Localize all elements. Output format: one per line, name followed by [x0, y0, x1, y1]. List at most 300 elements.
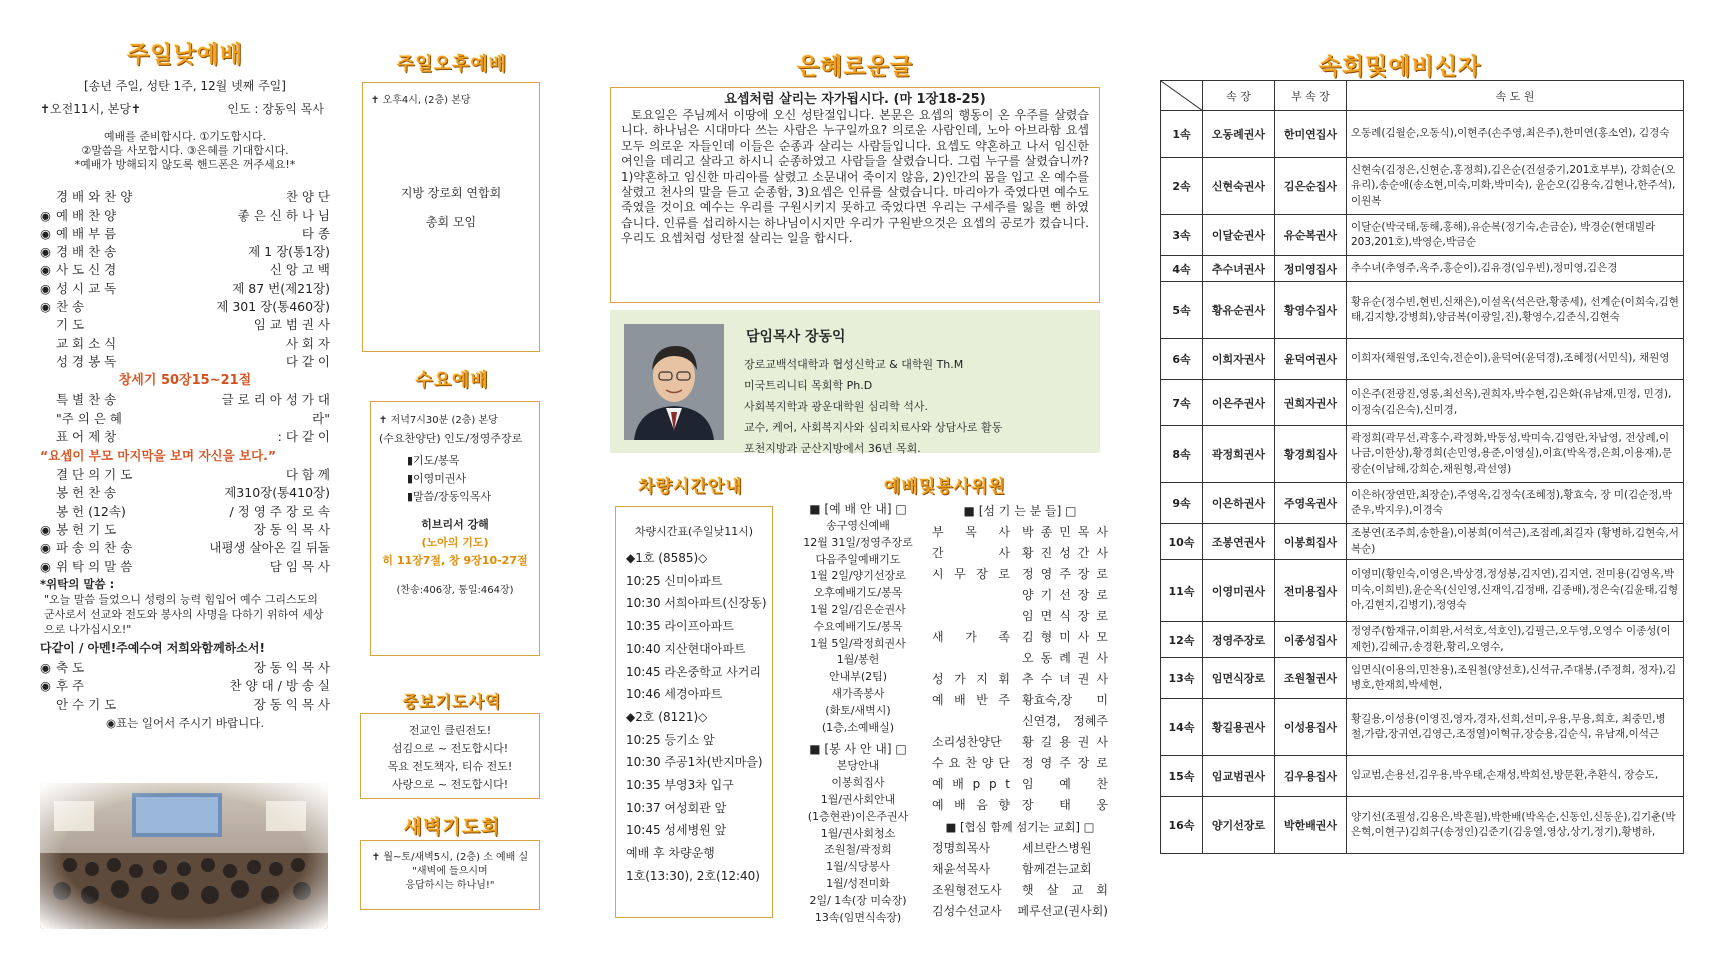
cell-leader: 이달순권사: [1203, 215, 1275, 256]
order-item-value: 장 동 익 목 사: [253, 522, 330, 538]
cell-leader: 신현숙권사: [1203, 158, 1275, 215]
cell-number: 14속: [1161, 699, 1203, 756]
servant-row-role: 수 요 찬 양 단: [932, 756, 1010, 770]
order-item-label: 성 경 봉 독: [56, 353, 117, 369]
bus-schedule-header: 차량시간표(주일낮11시): [634, 525, 754, 538]
order-item-value: : 다 같 이: [277, 428, 330, 444]
servant-row-person: 임 면 식 장 로: [1022, 609, 1108, 623]
mission-row-role: 김성수선교사: [932, 904, 1002, 918]
order-item: [40, 466, 330, 484]
amen-line: 다같이 / 아멘!주예수여 저희와함께하소서!: [40, 640, 265, 655]
standing-mark: [40, 391, 56, 409]
servant-row-role: 예 배 음 향: [932, 798, 1010, 812]
commission-label: *위탁의 말씀 :: [40, 576, 115, 591]
servant-row: [932, 690, 1108, 711]
servant-row: [932, 585, 1108, 606]
order-item-value: 담 임 목 사: [269, 558, 330, 574]
table-row: [1161, 797, 1684, 854]
order-item: [40, 188, 330, 206]
standing-mark: ◉: [40, 558, 51, 574]
cell-leader: 황유순권사: [1203, 282, 1275, 339]
missions-list: [932, 838, 1108, 922]
bus-stop-line: ◆2호 (8121)◇: [626, 709, 708, 724]
cell-members: 곽정희(곽무선,곽홍수,곽정화,박동성,박미숙,김영란,차남영, 전상례,이나금,이한상),황경희(손민영,용준,이영실),이효(박옥경,은희,이용재),문광순(이남해,강희순,채원형,곽선영): [1347, 426, 1684, 483]
cell-members: 황길용,이성용(이영진,영자,경자,선희,선미,우용,무용,희호, 최중민,병철,가람,장귀연,김영근,조정열)이혁규,장승용,김순식, 유남재,이석근: [1347, 699, 1684, 756]
sunday-service-column: [40, 36, 330, 732]
afternoon-service-time: ✝ 오후4시, (2층) 본당: [371, 95, 471, 106]
table-row: [1161, 756, 1684, 797]
servant-row-person: 추 수 녀 권 사: [1022, 672, 1108, 686]
cell-number: 6속: [1161, 339, 1203, 380]
cell-number: 12속: [1161, 622, 1203, 658]
service-time: ✝오전11시, 본당✝: [40, 102, 141, 116]
worship-guide-line: (1층,소예배실): [821, 720, 895, 734]
standing-mark: ◉: [40, 299, 51, 315]
order-item: [40, 539, 330, 557]
cell-number: 3속: [1161, 215, 1203, 256]
order-item-value: / 정 영 주 장 로 속: [229, 503, 330, 519]
servant-row-role: 예 배 p p t: [932, 777, 1010, 791]
servant-row: [932, 648, 1108, 669]
servant-row-person: 황효숙,장 미: [1022, 693, 1108, 707]
cell-leader: 정영주장로: [1203, 622, 1275, 658]
order-item-label: 파 송 의 찬 송: [56, 540, 133, 556]
order-item: [40, 521, 330, 539]
order-item: [40, 225, 330, 243]
servant-row: [932, 543, 1108, 564]
table-row: [1161, 282, 1684, 339]
worship-guide-header: ■ [예 배 안 내] □: [809, 502, 907, 516]
cell-number: 13속: [1161, 658, 1203, 699]
standing-mark: ◉: [40, 244, 51, 260]
table-row: [1161, 111, 1684, 158]
servant-row: [932, 711, 1108, 732]
table-row: [1161, 158, 1684, 215]
servant-row-role: [932, 711, 1022, 732]
servant-row: [932, 795, 1108, 816]
standing-mark: [40, 484, 56, 502]
table-row: [1161, 380, 1684, 426]
order-item-label: 축 도: [56, 659, 85, 675]
standing-mark: ◉: [40, 280, 51, 296]
servant-row-role: 소리성찬양단: [932, 735, 1002, 749]
servant-row-person: 오 동 례 권 사: [1022, 651, 1108, 665]
cell-leader: 이영미권사: [1203, 560, 1275, 622]
standing-mark: [40, 466, 56, 484]
mission-row: [932, 880, 1108, 901]
service-guide-line: 1월/식당봉사: [826, 860, 890, 874]
grace-writing-box: [610, 87, 1100, 303]
cell-number: 2속: [1161, 158, 1203, 215]
standing-mark: [40, 316, 56, 334]
servant-row-role: 새 가 족: [932, 630, 1010, 644]
servant-row-role: 간 사: [932, 546, 1010, 560]
order-item-value: 장 동 익 목 사: [253, 696, 330, 712]
servants-column: [932, 500, 1108, 922]
cell-subleader: 박한배권사: [1275, 797, 1347, 854]
worship-guide-line: 1월 2일/김은순권사: [810, 602, 906, 616]
mission-row-role: 조원형전도사: [932, 883, 1002, 897]
order-item: [40, 391, 330, 409]
mission-row-person: 함께걷는교회: [1022, 862, 1092, 876]
cell-subleader: 한미연집사: [1275, 111, 1347, 158]
cell-subleader: 권희자권사: [1275, 380, 1347, 426]
cell-subleader: 이봉희집사: [1275, 524, 1347, 560]
wednesday-service-box: [370, 401, 540, 656]
service-guide-line: 13속(임면식속장): [814, 910, 902, 924]
order-item-label: 봉 헌 기 도: [56, 522, 117, 538]
cell-members: 이은주(전광진,영롱,최선옥),권희자,박수현,김은화(유남재,민정, 민경),이정숙(김은숙),신미경,: [1347, 380, 1684, 426]
cell-number: 8속: [1161, 426, 1203, 483]
servant-row: [932, 774, 1108, 795]
cell-leader: 오동례권사: [1203, 111, 1275, 158]
service-subtitle: [송년 주일, 성탄 1주, 12월 넷째 주일]: [84, 79, 286, 93]
table-row: [1161, 339, 1684, 380]
credential-line: 사회복지학과 광운대학원 심리학 석사.: [744, 400, 929, 413]
table-row: [1161, 256, 1684, 282]
intercession-line: 목요 전도책자, 티슈 전도!: [387, 760, 513, 773]
wednesday-sermon-title: 히브리서 강해: [421, 518, 489, 531]
order-item-value: 제 301 장(통460장): [216, 299, 330, 315]
table-row: [1161, 658, 1684, 699]
credential-line: 미국트리니티 목회학 Ph.D: [744, 379, 873, 392]
standing-mark: [40, 696, 56, 714]
table-row: [1161, 524, 1684, 560]
servant-row-person: 정 영 주 장 로: [1022, 756, 1108, 770]
order-item-label: 찬 송: [56, 299, 85, 315]
cell-group-table: [1160, 80, 1684, 854]
order-item-label: 안 수 기 도: [56, 696, 117, 712]
order-item-value: 제310장(통410장): [224, 485, 330, 501]
worship-guide-line: 수요예배기도/봉목: [813, 619, 903, 633]
table-row: [1161, 699, 1684, 756]
table-header-row: [1161, 81, 1684, 111]
worship-guide-line: 1월/봉헌: [836, 653, 880, 667]
order-item-value: 타 종: [301, 225, 330, 241]
worship-guide-line: 1월 2일/양기선장로: [810, 569, 906, 583]
service-guide-line: 1월/성전미화: [826, 876, 890, 890]
bus-stop-line: 1호(13:30), 2호(12:40): [626, 868, 760, 883]
cell-members: 조봉연(조주희,송한율),이봉희(이석근),조점례,최길자 (황병하,김현숙,서복순): [1347, 524, 1684, 560]
bus-schedule-box: [615, 506, 773, 918]
cell-subleader: 주영옥권사: [1275, 483, 1347, 524]
servant-row-role: [932, 648, 1022, 669]
dawn-line-1: ✝ 월~토/새벽5시, (2층) 소 예배 실: [371, 852, 529, 863]
servants-list: [932, 522, 1108, 816]
cell-members: 신현숙(김정은,신현순,홍정희),김은순(건설중기,201호부부), 강희순(오유리),송순애(송소현,미숙,미화,박미숙), 윤순오(김용숙,김현나,한주석),이원복: [1347, 158, 1684, 215]
dawn-line-2: "새벽에 들으시며: [412, 866, 488, 877]
service-guide-line: (1층현관)이은주권사: [807, 809, 909, 823]
bus-stop-line: 10:37 여성회관 앞: [626, 800, 727, 815]
order-item: [40, 207, 330, 225]
cell-leader: 이희자권사: [1203, 339, 1275, 380]
afternoon-service-box: [362, 82, 540, 352]
cell-number: 4속: [1161, 256, 1203, 282]
servant-row-person: 양 기 선 장 로: [1022, 588, 1108, 602]
grace-body: 토요일은 주님께서 이땅에 오신 성탄절입니다. 본문은 요셉의 행동이 온 우주를 살렸습니다. 하나님은 시대마다 쓰는 사람은 누구일까요? 의로운 사람인데, 노아 아브라함 요셉 모두 의로운 자들인데 이들은 순종과 살리는 사람들입니다. 요셉도 약혼하고 나서 임신한 여인을 데리고 살라고 하시니 순종하였고 사람들을 살렸습니다. 그럼 누구를 살렸습니까? 1)약혼하고 임신한 마리아를 살렸고 소문내어 죽이지 않음, 2)인간의 몸을 입고 온 예수를 살렸고 천사의 말을 듣고 순종함, 3)요셉은 인류를 살렸습니다. 마리아가 죽였다면 예수도 죽였을 것이요 예수는 우리를 구원시키지 못하고 죽었다면 우리는 구세주를 잃을 뻔 하였습니다. 인류를 섭리하시는 하나님이시지만 우리가 구원받으것은 요셉의 공로가 컸습니다. 우리도 요셉처럼 성탄절 살리는 일을 합시다.: [621, 108, 1089, 246]
servant-row-role: 부 목 사: [932, 525, 1010, 539]
worship-guide-line: 송구영신예배: [826, 519, 890, 532]
order-item: [40, 696, 330, 714]
standing-mark: ◉: [40, 522, 51, 538]
order-item-value: 다 함 께: [285, 467, 330, 483]
standing-note: ◉표는 일어서 주시기 바랍니다.: [106, 715, 264, 730]
cell-number: 11속: [1161, 560, 1203, 622]
table-row: [1161, 622, 1684, 658]
order-item-value: 다 같 이: [285, 353, 330, 369]
worship-order-list: [40, 188, 330, 371]
mission-row: [932, 859, 1108, 880]
pastor-photo: [624, 324, 724, 440]
header-members: 속 도 원: [1347, 81, 1684, 111]
cell-leader: 임면식장로: [1203, 658, 1275, 699]
pastor-photo-illustration: [624, 324, 724, 440]
order-item: [40, 558, 330, 576]
cell-subleader: 윤덕여권사: [1275, 339, 1347, 380]
wednesday-item: ▮기도/봉목: [407, 454, 460, 467]
service-guide-line: 1월/권사회청소: [820, 826, 896, 840]
order-item-label: 성 시 교 독: [56, 280, 117, 296]
order-item: [40, 503, 330, 521]
cell-subleader: 유순복권사: [1275, 215, 1347, 256]
cell-subleader: 전미용집사: [1275, 560, 1347, 622]
worship-order-list-2: [40, 391, 330, 446]
order-item-label: 특 별 찬 송: [56, 392, 117, 408]
cell-number: 16속: [1161, 797, 1203, 854]
header-subleader: 부 속 장: [1275, 81, 1347, 111]
wednesday-item: ▮말씀/장동익목사: [407, 490, 492, 503]
wednesday-items: [379, 452, 531, 506]
servant-row: [932, 753, 1108, 774]
service-guide-line: 조원철/곽정희: [824, 843, 892, 857]
servant-row-role: 예 배 반 주: [932, 693, 1010, 707]
order-item: [40, 659, 330, 677]
cell-number: 1속: [1161, 111, 1203, 158]
cell-subleader: 이성용집사: [1275, 699, 1347, 756]
bus-schedule-list: [620, 547, 768, 888]
prep-line-1: 예배를 준비합시다. ①기도합시다.: [104, 130, 266, 144]
standing-mark: [40, 353, 56, 371]
prep-notes: [40, 130, 330, 172]
bus-stop-line: ◆1호 (8585)◇: [626, 551, 708, 565]
prep-line-3: *예배가 방해되지 않도록 핸드폰은 꺼주세요!*: [74, 158, 296, 172]
order-item-label: 경 배 찬 송: [56, 244, 117, 260]
mission-row-role: 채윤석목사: [932, 862, 990, 876]
service-time-row: [40, 100, 330, 118]
worship-guide-line: 오후예배기도/봉목: [813, 586, 903, 600]
order-item-value: 내평생 살아온 길 뒤돌: [209, 540, 330, 556]
dawn-prayer-box: [360, 840, 540, 910]
order-item-label: 사 도 신 경: [56, 262, 117, 278]
cell-number: 7속: [1161, 380, 1203, 426]
pastor-profile: [610, 310, 1100, 453]
order-item: [40, 261, 330, 279]
church-congregation-photo: [40, 783, 328, 929]
wednesday-reference: 히 11장7절, 창 9장10-27절: [382, 554, 528, 567]
bus-stop-line: 10:35 라이프아파트: [626, 619, 734, 634]
cell-members: 추수녀(추영주,옥주,홍순이),김유경(임우빈),정미영,김은경: [1347, 256, 1684, 282]
table-row: [1161, 560, 1684, 622]
table-row: [1161, 215, 1684, 256]
standing-mark: [40, 335, 56, 353]
service-guide-list: [788, 758, 928, 926]
standing-mark: [40, 188, 56, 206]
cell-subleader: 황영수집사: [1275, 282, 1347, 339]
servant-row-person: 황 길 용 권 사: [1022, 735, 1108, 749]
intercession-line: 사랑으로 ~ 전도합시다!: [391, 778, 509, 791]
servant-row-person: 박 종 민 목 사: [1022, 525, 1108, 539]
order-item-label: 후 주: [56, 678, 85, 694]
order-item-value: 신 앙 고 백: [269, 262, 330, 278]
worship-guide-line: 12월 31일/정영주장로: [803, 535, 913, 549]
pastor-name: 담임목사 장동익: [746, 329, 846, 345]
grace-writing-title: 은혜로운글: [796, 54, 914, 80]
worship-guide-line: 1월 5일/곽정희권사: [810, 636, 906, 650]
cell-leader: 황길용권사: [1203, 699, 1275, 756]
bus-stop-line: 10:30 주공1차(반지마을): [626, 755, 763, 770]
commission-text: "오늘 말씀 들었으니 성령의 능력 힘입어 예수 그리스도의 군사로서 선교와 전도와 봉사의 사명을 다하기 위하여 세상으로 나가십시오!": [44, 592, 324, 636]
standing-mark: ◉: [40, 262, 51, 278]
bus-stop-line: 10:30 서희아파트(신장동): [626, 596, 767, 611]
bus-stop-line: 10:46 세경아파트: [626, 687, 723, 702]
servant-row: [932, 522, 1108, 543]
standing-mark: ◉: [40, 678, 51, 694]
order-item-label: 위 탁 의 말 씀: [56, 558, 133, 574]
cell-members: 정영주(함재규,이희완,서석호,석호인),김필근,오두영,오영수 이종성(이제헌),김혜규,송경환,황리,오영수,: [1347, 622, 1684, 658]
bus-schedule-title: 차량시간안내: [638, 477, 743, 497]
cell-members: 임면식(이용의,민찬용),조원철(양선호),신석규,주대봉,(주정희, 정자),김병호,한재희,박세현,: [1347, 658, 1684, 699]
service-leader: 인도 : 장동익 목사: [227, 102, 324, 116]
order-item-label: 교 회 소 식: [56, 335, 117, 351]
cell-leader: 추수녀권사: [1203, 256, 1275, 282]
order-item: [40, 353, 330, 371]
cell-leader: 곽정희권사: [1203, 426, 1275, 483]
afternoon-line-2: 총회 모임: [425, 215, 477, 229]
afternoon-line-1: 지방 장로회 연합회: [400, 186, 502, 200]
order-item: [40, 280, 330, 298]
order-item-label: 결 단 의 기 도: [56, 467, 133, 483]
cell-leader: 임교범권사: [1203, 756, 1275, 797]
header-diagonal-cell: [1161, 81, 1203, 111]
order-item: [40, 677, 330, 695]
header-leader: 속 장: [1203, 81, 1275, 111]
order-item: [40, 316, 330, 334]
cell-members: 이은하(장연만,최장순),주영옥,김정숙(조혜정),황효숙, 장 미(김순정,박준우,박지우),이경숙: [1347, 483, 1684, 524]
servant-row-role: 성 가 지 휘: [932, 672, 1010, 686]
order-item: [40, 335, 330, 353]
scripture-reference: 창세기 50장15~21절: [118, 373, 252, 389]
order-item: [40, 298, 330, 316]
cell-number: 15속: [1161, 756, 1203, 797]
wednesday-hymn: (찬송:406장, 통일:464장): [396, 585, 514, 596]
order-item: [40, 410, 330, 428]
servant-row-person: 임 예 찬: [1022, 777, 1108, 791]
worship-order-list-4: [40, 659, 330, 714]
service-volunteers-title: 예배및봉사위원: [884, 477, 1006, 497]
cell-leader: 이은하권사: [1203, 483, 1275, 524]
cell-subleader: 정미영집사: [1275, 256, 1347, 282]
wednesday-leader: (수요찬양단) 인도/정영주장로: [379, 432, 523, 445]
servant-row-role: [932, 585, 1022, 606]
service-guide-line: 이봉희집사: [831, 776, 885, 790]
cell-members: 양기선(조필성,김용은,박흔월),박한배(박옥순,신동인,신동운),김기춘(박은혁,이현구)김희구(송정인)김준기(김웅열,영상,상기,정기),황병하,: [1347, 797, 1684, 854]
table-row: [1161, 426, 1684, 483]
servant-row: [932, 669, 1108, 690]
bus-stop-line: 10:45 라온중학교 사거리: [626, 664, 761, 679]
mission-row: [932, 838, 1108, 859]
pastor-credentials: [744, 354, 1002, 459]
credential-line: 포천지방과 군산지방에서 36년 목회.: [744, 442, 921, 455]
mission-row-person: 세브란스병원: [1022, 841, 1092, 855]
order-item-label: 봉 헌 (12속): [56, 503, 126, 519]
prep-line-2: ②말씀을 사모합시다. ③은혜를 기대합시다.: [81, 144, 289, 158]
bus-stop-line: 10:25 등기소 앞: [626, 732, 715, 747]
wednesday-time: ✝ 저녁7시30분 (2층) 본당: [379, 415, 498, 426]
cell-number: 5속: [1161, 282, 1203, 339]
servant-row-person: 정 영 주 장 로: [1022, 567, 1108, 581]
order-item: [40, 428, 330, 446]
afternoon-service-title: 주일오후예배: [396, 54, 508, 75]
grace-heading: 요셉처럼 살리는 자가됩시다. (마 1장18-25): [724, 92, 986, 107]
worship-order-list-3: [40, 466, 330, 576]
cell-subleader: 이종성집사: [1275, 622, 1347, 658]
order-item-value: 제 1 장(통1장): [248, 244, 330, 260]
worship-guide-line: 다음주일예배기도: [815, 552, 901, 566]
standing-mark: [40, 503, 56, 521]
cell-members: 이달순(박국태,동해,홍해),유순복(정기숙,손금순), 박경순(현대빌라203,201호),박영순,박금순: [1347, 215, 1684, 256]
cell-leader: 양기선장로: [1203, 797, 1275, 854]
servant-row: [932, 606, 1108, 627]
servant-row-person: 신연경, 정혜주: [1022, 714, 1108, 728]
servant-row-role: 시 무 장 로: [932, 567, 1010, 581]
servant-row-person: 장 태 웅: [1022, 798, 1108, 812]
table-row: [1161, 483, 1684, 524]
sermon-title: “요셉이 부모 마지막을 보며 자신을 보다.”: [40, 448, 277, 464]
standing-mark: [40, 410, 56, 428]
sunday-service-title: 주일낮예배: [126, 42, 244, 68]
wednesday-item: ▮이영미권사: [407, 472, 467, 485]
order-item-value: 라": [312, 410, 330, 426]
standing-mark: ◉: [40, 659, 51, 675]
servants-header: ■ [섬 기 는 분 들] □: [963, 504, 1077, 518]
cell-subleader: 김은순집사: [1275, 158, 1347, 215]
dawn-line-3: 응답하시는 하나님!": [405, 880, 495, 891]
cell-members: 오동례(김월순,오동식),이현주(손주영,최은주),한미연(홍소연), 김경숙: [1347, 111, 1684, 158]
order-item-value: 제 87 번(제21장): [232, 280, 330, 296]
missions-header: ■ [협심 함께 섬기는 교회] □: [945, 820, 1095, 834]
bus-stop-line: 10:35 부영3차 입구: [626, 778, 734, 793]
worship-guide-line: 안내부(2팀): [828, 670, 888, 684]
cell-members: 이희자(채원영,조인숙,전순이),윤덕여(윤덕경),조혜정(서민식), 채원영: [1347, 339, 1684, 380]
order-item-label: "주 의 은 혜: [56, 410, 122, 426]
order-item: [40, 484, 330, 502]
cell-subleader: 조원철권사: [1275, 658, 1347, 699]
bus-stop-line: 10:25 신미아파트: [626, 573, 723, 588]
cell-subleader: 김우용집사: [1275, 756, 1347, 797]
standing-mark: ◉: [40, 540, 51, 556]
servant-row: [932, 732, 1108, 753]
cell-group-title: 속회및예비신자: [1318, 54, 1482, 80]
order-item-label: 경 배 와 찬 양: [56, 189, 133, 205]
worship-guide-list: [788, 518, 928, 736]
photo-illustration: [40, 783, 328, 929]
order-item-label: 봉 헌 찬 송: [56, 485, 117, 501]
order-item-value: 찬 양 단: [285, 189, 330, 205]
mission-row: [932, 901, 1108, 922]
servant-row-person: 김 형 미 사 모: [1022, 630, 1108, 644]
service-guide-line: 2일/ 1속(장 미숙장): [809, 893, 907, 907]
worship-guide-line: (화토/새벽시): [825, 703, 891, 717]
